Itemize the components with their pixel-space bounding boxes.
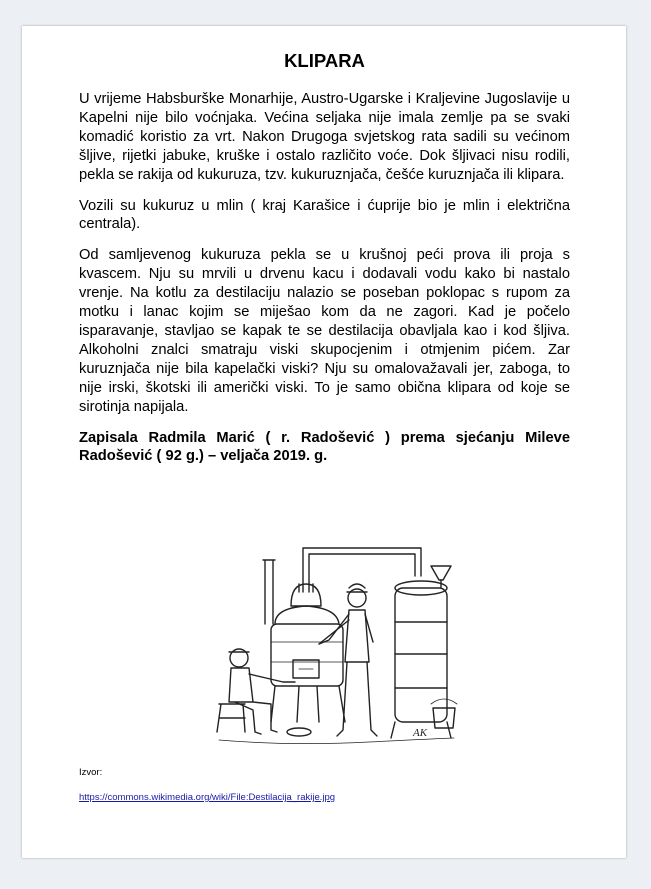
document-title: KLIPARA <box>284 50 365 71</box>
source-link[interactable]: https://commons.wikimedia.org/wiki/File:Destilacija_rakije.jpg <box>79 792 336 803</box>
document-page <box>22 26 626 858</box>
paragraph-mill: Vozili su kukuruz u mlin ( kraj Karašice i ćuprije bio je mlin i električna centrala). <box>79 197 570 233</box>
svg-text:AK: AK <box>413 727 428 739</box>
document-body <box>79 50 570 478</box>
source-label: Izvor: <box>79 767 103 778</box>
paragraph-process: Od samljevenog kukuruza pekla se u krušnoj peći prova ili proja s kvascem. Nju su mrvili u drvenu kacu i dodavali vodu kako bi nastalo vrenje. Na kotlu za destilaciju nalazio se poseban poklopac s rupom za motku i lanac kojim se miješao kom da ne zagori. Kad je počelo isparavanje, stavljao se kapak te se destilacija obavljala kao i kod šljiva. Alkoholni znalci smatraju viski skupocjenim i otmjenim pićem. Zar kuruznjača nije bila kapelački viski? Nju su omalovažavali jer, zaboga, to nije irski, škotski ili američki viski. To je samo obična klipara od koje se sirotinja napijala. <box>79 247 570 415</box>
distillation-illustration <box>199 532 461 751</box>
paragraph-history: U vrijeme Habsburške Monarhije, Austro-Ugarske i Kraljevine Jugoslavije u Kapelni nije bilo voćnjaka. Većina seljaka nije imala zemlje pa se svaki komadić koristio za vrt. Nakon Drugoga svjetskog rata sadili su većinom šljive, rijetki jabuke, kruške i ostalo različito voće. Dok šljivaci nisu rodili, pekla se rakija od kukuruza, tzv. kukuruznjača, češće kuruznjača ili klipara. <box>79 91 570 183</box>
author-note: Zapisala Radmila Marić ( r. Radošević ) prema sjećanju Mileve Radošević ( 92 g.) – veljača 2019. g. <box>79 429 570 465</box>
